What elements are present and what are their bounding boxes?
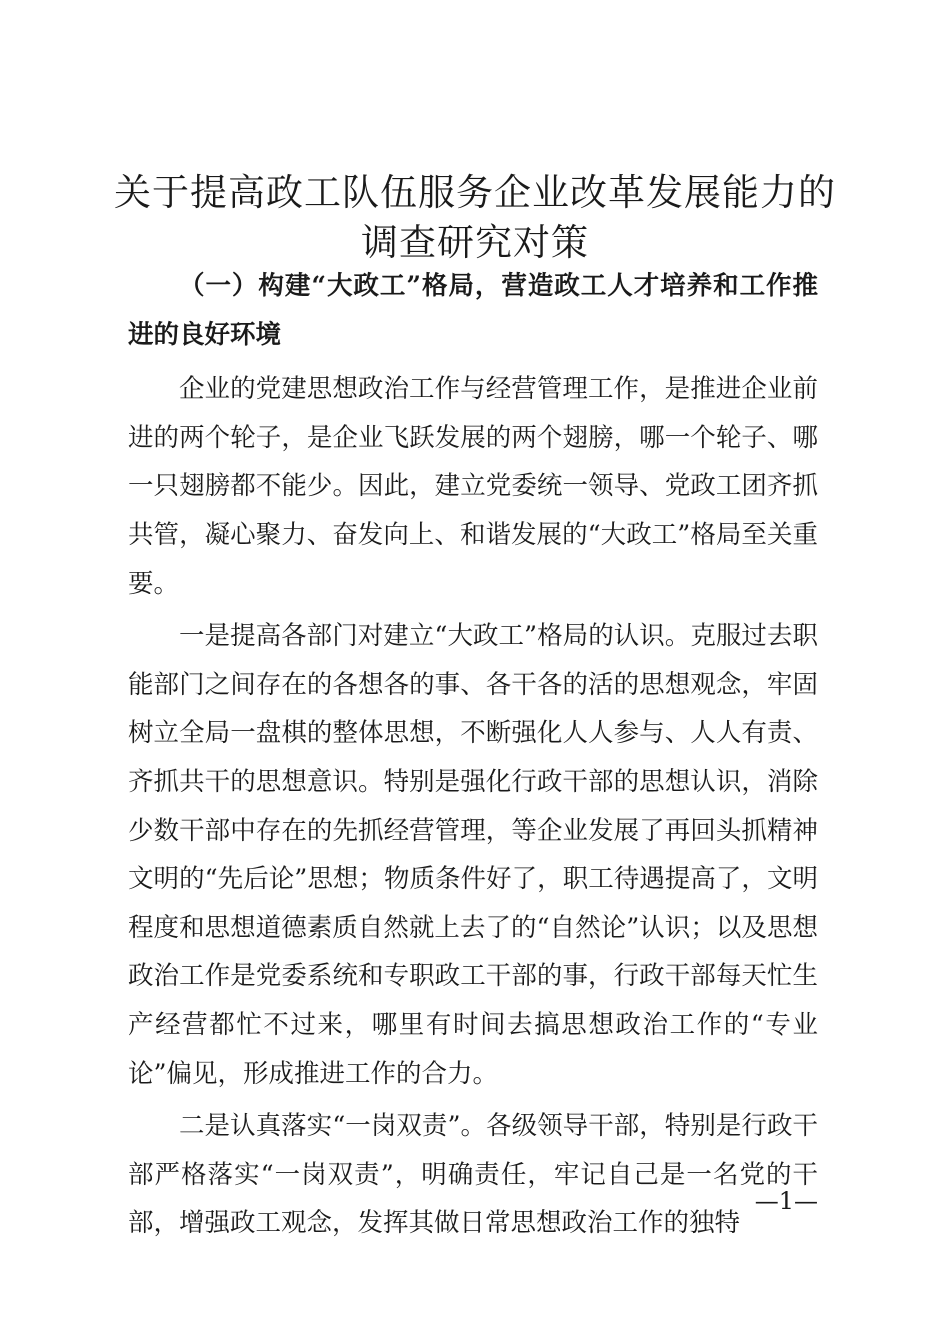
document-title: 关于提高政工队伍服务企业改革发展能力的调查研究对策 [114,171,836,264]
page-number: —1— [754,1187,818,1215]
document-body [128,262,818,1252]
paragraph-point-one: 一是提高各部门对建立“大政工”格局的认识。克服过去职能部门之间存在的各想各的事、各干各的活的思想观念，牢固树立全局一盘棋的整体思想，不断强化人人参与、人人有责、齐抓共干的思想意识。特别是强化行政干部的思想认识，消除少数干部中存在的先抓经营管理，等企业发展了再回头抓精神文明的“先后论”思想；物质条件好了，职工待遇提高了，文明程度和思想道德素质自然就上去了的“自然论”认识；以及思想政治工作是党委系统和专职政工干部的事，行政干部每天忙生产经营都忙不过来，哪里有时间去搞思想政治工作的“专业论”偏见，形成推进工作的合力。 [128,621,818,1089]
paragraph-intro: 企业的党建思想政治工作与经营管理工作，是推进企业前进的两个轮子，是企业飞跃发展的两个翅膀，哪一个轮子、哪一只翅膀都不能少。因此，建立党委统一领导、党政工团齐抓共管，凝心聚力、奋发向上、和谐发展的“大政工”格局至关重要。 [128,374,818,599]
paragraph-point-two: 二是认真落实“一岗双责”。各级领导干部，特别是行政干部严格落实“一岗双责”，明确责任，牢记自己是一名党的干部，增强政工观念，发挥其做日常思想政治工作的独特 [128,1111,818,1239]
section-heading: （一）构建“大政工”格局，营造政工人才培养和工作推进的良好环境 [128,271,818,350]
